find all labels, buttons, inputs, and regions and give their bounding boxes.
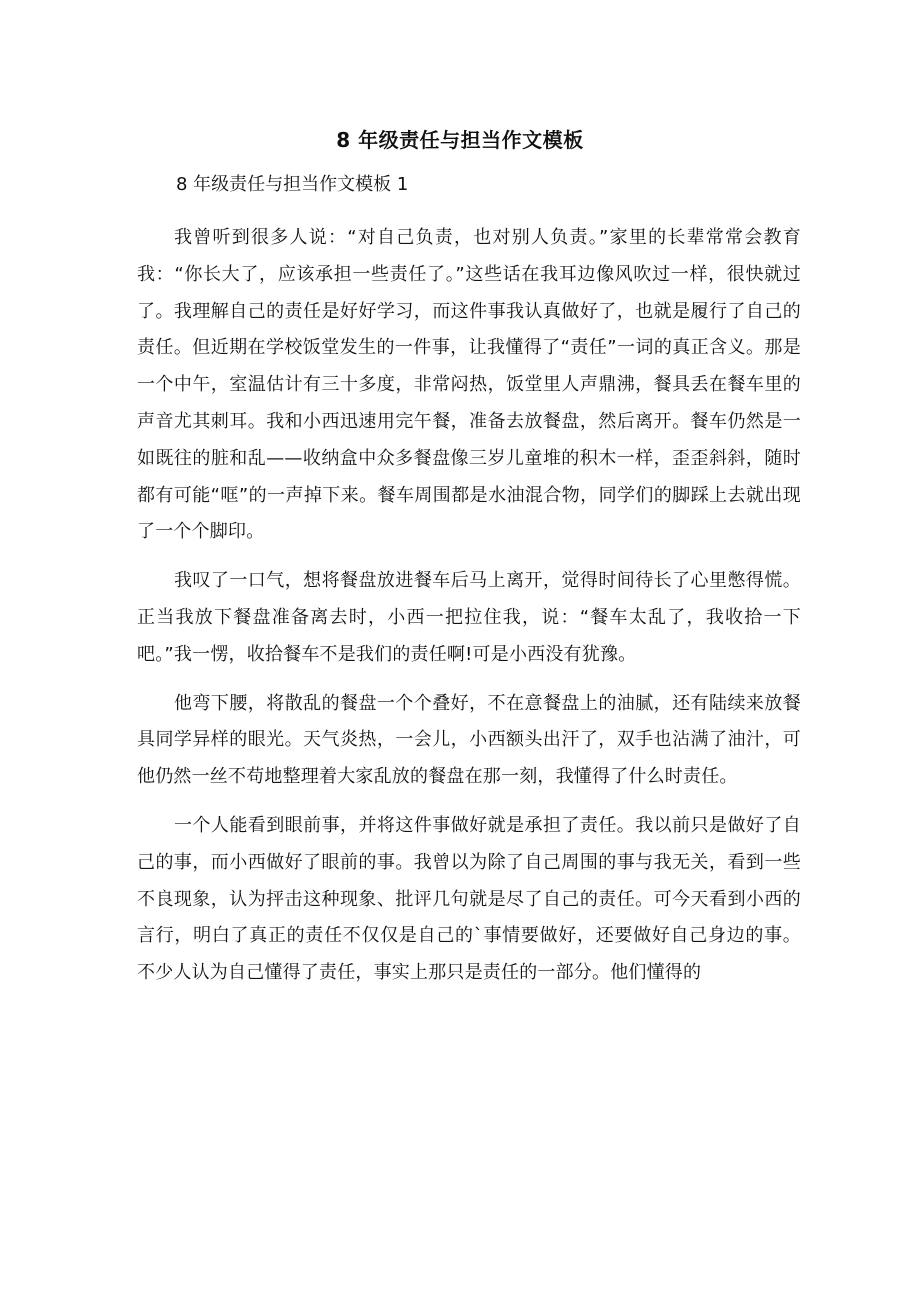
paragraph-4: 一个人能看到眼前事，并将这件事做好就是承担了责任。我以前只是做好了自己的事，而小西做好了眼前的事。我曾以为除了自己周围的事与我无关，看到一些不良现象，认为抨击这种现象、批评几句就是尽了自己的责任。可今天看到小西的言行，明白了真正的责任不仅仅是自己的`事情要做好，还要做好自己身边的事。不少人认为自己懂得了责任，事实上那只是责任的一部分。他们懂得的	[137, 814, 801, 984]
essay-body	[137, 220, 801, 1004]
paragraph-1: 我曾听到很多人说：“对自己负责，也对别人负责。”家里的长辈常常会教育我：“你长大了，应该承担一些责任了。”这些话在我耳边像风吹过一样，很快就过了。我理解自己的责任是好好学习，而这件事我认真做好了，也就是履行了自己的责任。但近期在学校饭堂发生的一件事，让我懂得了“责任”一词的真正含义。那是一个中午，室温估计有三十多度，非常闷热，饭堂里人声鼎沸，餐具丢在餐车里的声音尤其刺耳。我和小西迅速用完午餐，准备去放餐盘，然后离开。餐车仍然是一如既往的脏和乱——收纳盒中众多餐盘像三岁儿童堆的积木一样，歪歪斜斜，随时都有可能“哐”的一声掉下来。餐车周围都是水油混合物，同学们的脚踩上去就出现了一个个脚印。	[137, 227, 801, 543]
essay-subtitle: 8 年级责任与担当作文模板 1	[176, 174, 409, 195]
paragraph-2: 我叹了一口气，想将餐盘放进餐车后马上离开，觉得时间待长了心里憋得慌。正当我放下餐盘准备离去时，小西一把拉住我，说：“餐车太乱了，我收拾一下吧。”我一愣，收拾餐车不是我们的责任啊!可是小西没有犹豫。	[137, 570, 801, 665]
document-title: 8 年级责任与担当作文模板	[336, 128, 584, 152]
paragraph-3: 他弯下腰，将散乱的餐盘一个个叠好，不在意餐盘上的油腻，还有陆续来放餐具同学异样的眼光。天气炎热，一会儿，小西额头出汗了，双手也沾满了油汁，可他仍然一丝不苟地整理着大家乱放的餐盘在那一刻，我懂得了什么时责任。	[137, 692, 801, 788]
